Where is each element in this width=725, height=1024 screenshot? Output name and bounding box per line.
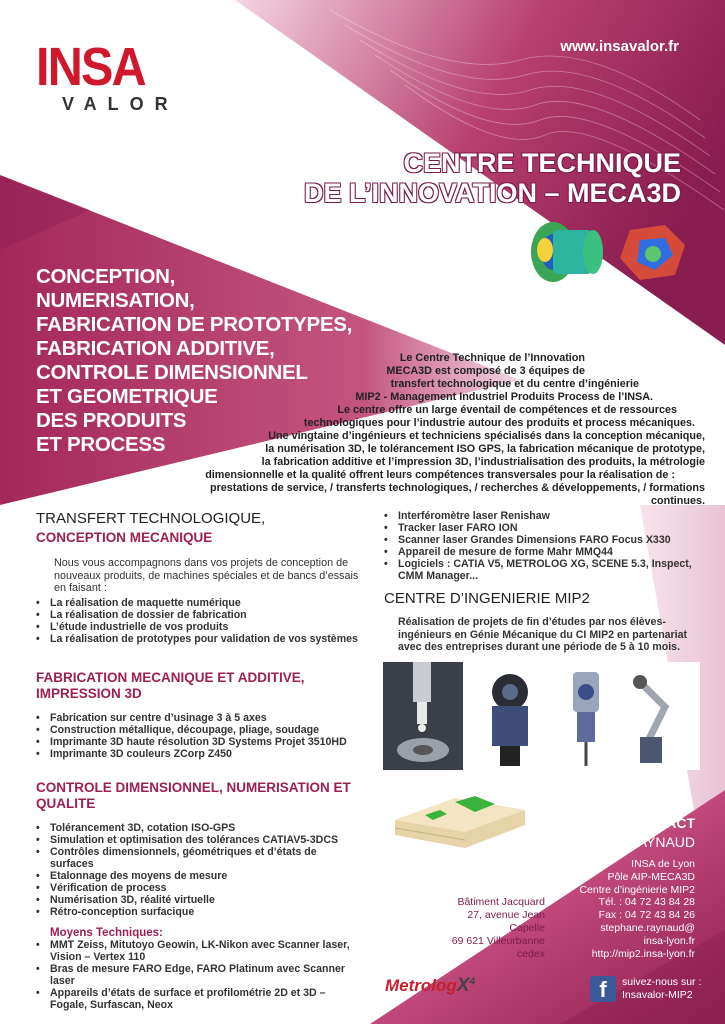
metrolog-sup: 4	[469, 976, 476, 988]
controle-list	[36, 822, 361, 918]
follow-line1: suivez-nous sur :	[622, 976, 702, 988]
mip2-paragraph: Réalisation de projets de fin d’études par nos élèves-ingénieurs en Génie Mécanique du CI MIP2 en partenariat avec des entreprises durant une période de 5 à 10 mois.	[398, 616, 688, 653]
list-item: • L’étude industrielle de vos produits	[36, 621, 361, 633]
moyens-list	[36, 939, 361, 1011]
list-item: • Tracker laser FARO ION	[384, 522, 704, 534]
transfert-section	[36, 510, 361, 645]
intro-line: transfert technologique et du centre d’ingénierie	[390, 378, 639, 390]
conception-line: FABRICATION ADDITIVE,	[36, 337, 275, 360]
list-item: • La réalisation de prototypes pour validation de vos systèmes	[36, 633, 361, 645]
contact-name: Stéphane RAYNAUD	[563, 834, 695, 850]
3d-printed-part-image	[385, 790, 535, 850]
list-item: • Vérification de process	[36, 882, 361, 894]
list-item: • Scanner laser Grandes Dimensions FARO Focus X330	[384, 534, 704, 546]
follow-line2: Insavalor-MIP2	[622, 989, 693, 1001]
contact-address	[430, 896, 545, 961]
logo-valor-text: VALOR	[62, 94, 179, 114]
mip2-heading: CENTRE D’INGENIERIE MIP2	[384, 590, 590, 607]
list-item: • Rétro-conception surfacique	[36, 906, 361, 918]
transfert-subheading: CONCEPTION MECANIQUE	[36, 530, 213, 545]
controle-section	[36, 780, 361, 1011]
contact-title: CONTACT	[627, 815, 695, 831]
address-line: Bâtiment Jacquard	[457, 896, 545, 908]
list-item: • Fabrication sur centre d’usinage 3 à 5 axes	[36, 712, 361, 724]
list-item: • Contrôles dimensionnels, géométriques et d’états de surfaces	[36, 846, 361, 870]
facebook-follow[interactable]	[590, 976, 701, 1002]
contact-section	[564, 815, 695, 897]
logo-insa-text: INSA	[36, 37, 145, 97]
list-item: • Interféromètre laser Renishaw	[384, 510, 704, 522]
conception-line: DES PRODUITS	[36, 409, 187, 432]
measuring-arm-image	[620, 662, 700, 770]
list-item: • Logiciels : CATIA V5, METROLOG XG, SCENE 5.3, Inspect, CMM Manager...	[384, 558, 704, 582]
list-item: • Appareils d’états de surface et profilométrie 2D et 3D – Fogale, Surfascan, Neox	[36, 987, 361, 1011]
equipment-section	[384, 510, 704, 582]
intro-line: Le centre offre un large éventail de compétences et de ressources	[337, 404, 677, 416]
list-item: • Etalonnage des moyens de mesure	[36, 870, 361, 882]
list-item: • La réalisation de dossier de fabrication	[36, 609, 361, 621]
contact-email[interactable]	[592, 922, 695, 948]
metrolog-x: X	[456, 975, 470, 996]
address-line: 27, avenue Jean Capelle	[467, 909, 545, 934]
intro-line: prestations de service, / transferts technologiques, / recherches & développements, / formations continues.	[209, 482, 705, 507]
contact-tel: Tél. : 04 72 43 84 28	[598, 896, 695, 908]
moyens-heading: Moyens Techniques:	[50, 927, 163, 939]
contact-fax: Fax : 04 72 43 84 26	[598, 909, 695, 921]
mip2-section	[384, 590, 704, 654]
main-title	[261, 148, 681, 208]
address-line: 69 621 Villeurbanne cedex	[451, 935, 545, 960]
website-link[interactable]: www.insavalor.fr	[560, 38, 679, 55]
main-title-line2: DE L’INNOVATION – MECA3D	[303, 178, 681, 208]
contact-org3: Centre d’ingénierie MIP2	[579, 884, 695, 896]
intro-line: technologiques pour l’industrie autour des produits et process mécaniques.	[303, 417, 695, 429]
transfert-paragraph: Nous vous accompagnons dans vos projets de conception de nouveaux produits, de machines spéciales et de bancs d’essais en faisant :	[54, 557, 359, 594]
list-item: • Numérisation 3D, réalité virtuelle	[36, 894, 361, 906]
list-item: • MMT Zeiss, Mitutoyo Geowin, LK-Nikon avec Scanner laser, Vision – Vertex 110	[36, 939, 361, 963]
conception-line: FABRICATION DE PROTOTYPES,	[36, 313, 353, 336]
conception-line: NUMERISATION,	[36, 289, 195, 312]
intro-line: MIP2 - Management Industriel Produits Process de l’INSA.	[355, 391, 653, 403]
intro-line: dimensionnelle et la qualité offrent leurs compétences transversales pour la réalisation de :	[205, 469, 675, 481]
list-item: • La réalisation de maquette numérique	[36, 597, 361, 609]
intro-paragraph	[170, 352, 705, 508]
contact-email-line1: stephane.raynaud@	[600, 922, 695, 934]
fabrication-heading: FABRICATION MECANIQUE ET ADDITIVE, IMPRESSION 3D	[36, 670, 305, 701]
cmm-machine-image	[383, 662, 463, 770]
list-item: • Simulation et optimisation des tolérances CATIAV5-3DCS	[36, 834, 361, 846]
contact-org1: INSA de Lyon	[631, 858, 695, 870]
conception-line: CONTROLE DIMENSIONNEL	[36, 361, 308, 384]
intro-line: la numérisation 3D, le tolérancement ISO GPS, la fabrication mécanique de prototype,	[265, 443, 705, 455]
list-item: • Tolérancement 3D, cotation ISO-GPS	[36, 822, 361, 834]
insa-valor-logo	[36, 37, 179, 115]
fabrication-list	[36, 712, 361, 760]
follow-text	[622, 976, 701, 1002]
faro-scanner-image	[555, 662, 617, 770]
3d-part-image	[515, 210, 695, 290]
list-item: • Appareil de mesure de forme Mahr MMQ44	[384, 546, 704, 558]
intro-line: Le Centre Technique de l’Innovation	[399, 352, 585, 364]
list-item: • Imprimante 3D couleurs ZCorp Z450	[36, 748, 361, 760]
main-title-line1: CENTRE TECHNIQUE	[403, 148, 681, 178]
intro-line: Une vingtaine d’ingénieurs et techniciens spécialisés dans la conception mécanique,	[268, 430, 705, 442]
conception-line: ET GEOMETRIQUE	[36, 385, 218, 408]
conception-line: CONCEPTION,	[36, 265, 176, 288]
fabrication-section	[36, 670, 361, 760]
laser-tracker-image	[470, 662, 550, 770]
contact-email-line2: insa-lyon.fr	[643, 935, 695, 947]
facebook-icon: f	[590, 976, 616, 1002]
transfert-list	[36, 597, 361, 645]
equipment-list	[384, 510, 704, 582]
metrolog-logo	[385, 975, 475, 997]
conception-line: ET PROCESS	[36, 433, 166, 456]
list-item: • Construction métallique, découpage, pliage, soudage	[36, 724, 361, 736]
intro-line: MECA3D est composé de 3 équipes de	[386, 365, 585, 377]
contact-web-link[interactable]: http://mip2.insa-lyon.fr	[591, 948, 695, 960]
intro-line: la fabrication additive et l’impression 3D, l’industrialisation des produits, la métrologie	[261, 456, 705, 468]
metrolog-text: Metrolog	[385, 976, 457, 995]
transfert-heading: TRANSFERT TECHNOLOGIQUE,	[36, 510, 266, 527]
list-item: • Imprimante 3D haute résolution 3D Systems Projet 3510HD	[36, 736, 361, 748]
contact-org2: Pôle AIP-MECA3D	[607, 871, 695, 883]
contact-details	[592, 896, 695, 961]
list-item: • Bras de mesure FARO Edge, FARO Platinum avec Scanner laser	[36, 963, 361, 987]
controle-heading: CONTROLE DIMENSIONNEL, NUMERISATION ET QUALITE	[36, 780, 351, 811]
